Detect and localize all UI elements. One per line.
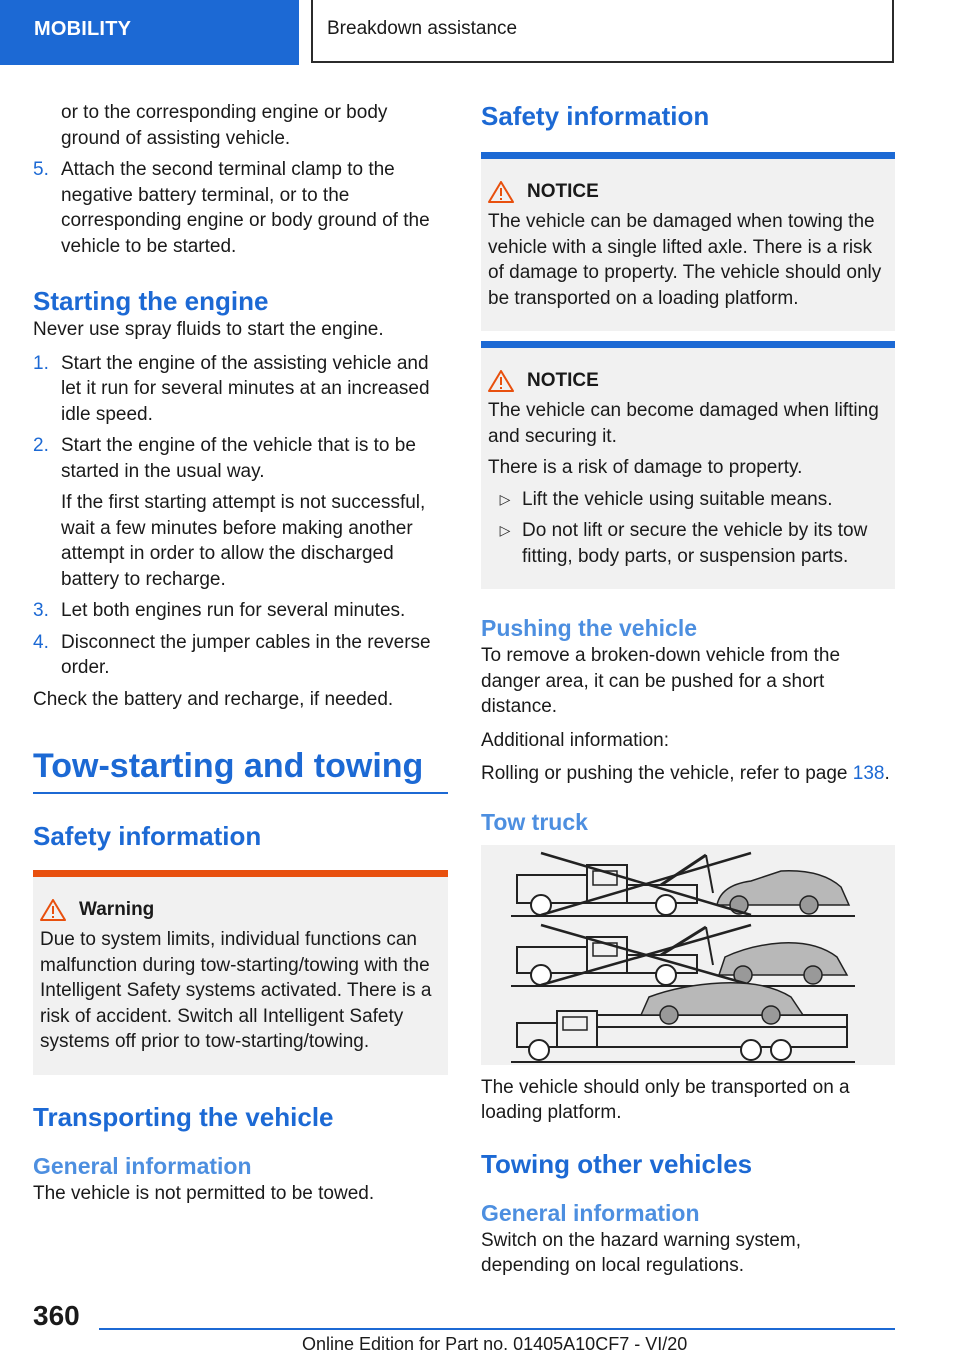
tow-starting-heading: Tow-starting and towing: [33, 746, 448, 794]
step-continuation-text: or to the corresponding engine or body ground of assisting vehicle.: [61, 102, 388, 149]
pushing-vehicle-heading: Pushing the vehicle: [481, 615, 697, 641]
header-section-tab: [0, 0, 299, 65]
additional-information-label: Additional information:: [481, 729, 669, 751]
step-extra-text: If the first starting attempt is not successful, wait a few minutes before making another attempt in order to allow the discharged battery to recharge.: [61, 492, 426, 590]
footer-edition: Online Edition for Part no. 01405A10CF7 - VI/20: [302, 1334, 688, 1354]
step-continuation: [33, 100, 448, 151]
page-number: 360: [33, 1300, 80, 1331]
header-title-box: [311, 0, 894, 63]
check-battery-text: Check the battery and recharge, if needed.: [33, 688, 394, 710]
notice-title: NOTICE: [527, 370, 599, 391]
notice-box-2: [481, 341, 895, 589]
step-5: [33, 157, 448, 259]
rolling-text: Rolling or pushing the vehicle, refer to page: [481, 763, 848, 784]
starting-intro: Never use spray fluids to start the engine.: [33, 319, 384, 340]
bullet-item: [488, 487, 889, 513]
header-section-label: MOBILITY: [34, 18, 132, 40]
step-number: 2.: [33, 435, 49, 456]
general-information-text-right: Switch on the hazard warning system, depending on local regulations.: [481, 1229, 801, 1276]
warning-title: Warning: [79, 899, 155, 920]
step-number: 4.: [33, 631, 49, 653]
step-2: [33, 433, 448, 592]
warning-text: Due to system limits, individual functions can malfunction during tow-starting/towing with the Intelligent Safety systems activated. There is a risk of accident. Switch all Intelligent Safety systems off prior to tow-starting/towing.: [40, 929, 432, 1052]
step-text: Attach the second terminal clamp to the negative battery terminal, or to the corresponding engine or body ground of the vehicle to be started.: [61, 159, 430, 257]
warning-triangle-icon: [488, 370, 514, 392]
warning-box: [33, 870, 448, 1075]
header-title: Breakdown assistance: [327, 18, 518, 39]
notice-text-1: The vehicle can become damaged when lifting and securing it.: [488, 400, 879, 447]
step-text: Start the engine of the vehicle that is to be started in the usual way.: [61, 435, 416, 482]
starting-engine-heading: Starting the engine: [33, 286, 269, 316]
pushing-text: To remove a broken-down vehicle from the danger area, it can be pushed for a short distance.: [481, 645, 841, 717]
step-4: [33, 630, 448, 681]
notice-text: The vehicle can be damaged when towing the vehicle with a single lifted axle. There is a risk of damage to property. The vehicle should only be transported on a loading platform.: [488, 211, 882, 309]
step-1: [33, 351, 448, 428]
step-number: 3.: [33, 600, 49, 621]
safety-information-heading: Safety information: [33, 821, 262, 851]
tow-truck-diagram: [481, 845, 895, 1065]
general-information-heading: General information: [33, 1152, 252, 1179]
flatbed-truck: [517, 982, 847, 1059]
step-number: 1.: [33, 352, 49, 374]
step-text: Start the engine of the assisting vehicle and let it run for several minutes at an increased idle speed.: [61, 352, 430, 425]
bullet-text: Lift the vehicle using suitable means.: [522, 488, 833, 510]
left-column: [33, 100, 448, 1206]
notice-title: NOTICE: [527, 181, 599, 202]
bullet-item: [488, 518, 889, 569]
step-text: Disconnect the jumper cables in the reverse order.: [61, 631, 431, 678]
right-column: [481, 100, 895, 1279]
rolling-reference: [481, 761, 895, 787]
footer-rule: [99, 1328, 895, 1330]
tow-truck-illustration: [481, 845, 895, 1065]
bullet-triangle-icon: ▷: [499, 522, 511, 538]
tow-truck-front-lift: [517, 853, 849, 915]
general-information-text: The vehicle is not permitted to be towed.: [33, 1182, 375, 1204]
step-number: 5.: [33, 159, 49, 180]
tow-truck-heading: Tow truck: [481, 808, 588, 835]
bullet-text: Do not lift or secure the vehicle by its tow fitting, body parts, or suspension parts.: [522, 520, 868, 567]
figure-caption: The vehicle should only be transported on a loading platform.: [481, 1076, 850, 1123]
tow-truck-rear-lift: [517, 925, 847, 985]
transporting-heading: Transporting the vehicle: [33, 1101, 334, 1132]
page-reference-link[interactable]: 138: [852, 763, 885, 784]
warning-triangle-icon: [40, 899, 66, 921]
rolling-end: .: [884, 763, 890, 784]
bullet-triangle-icon: ▷: [499, 490, 511, 507]
step-text: Let both engines run for several minutes.: [61, 600, 406, 621]
warning-triangle-icon: [488, 181, 514, 203]
notice-text-2: There is a risk of damage to property.: [488, 457, 803, 478]
general-information-heading-right: General information: [481, 1199, 700, 1226]
towing-other-vehicles-heading: Towing other vehicles: [481, 1148, 753, 1179]
notice-box-1: [481, 152, 895, 331]
safety-information-heading-right: Safety information: [481, 101, 710, 131]
step-3: [33, 598, 448, 624]
